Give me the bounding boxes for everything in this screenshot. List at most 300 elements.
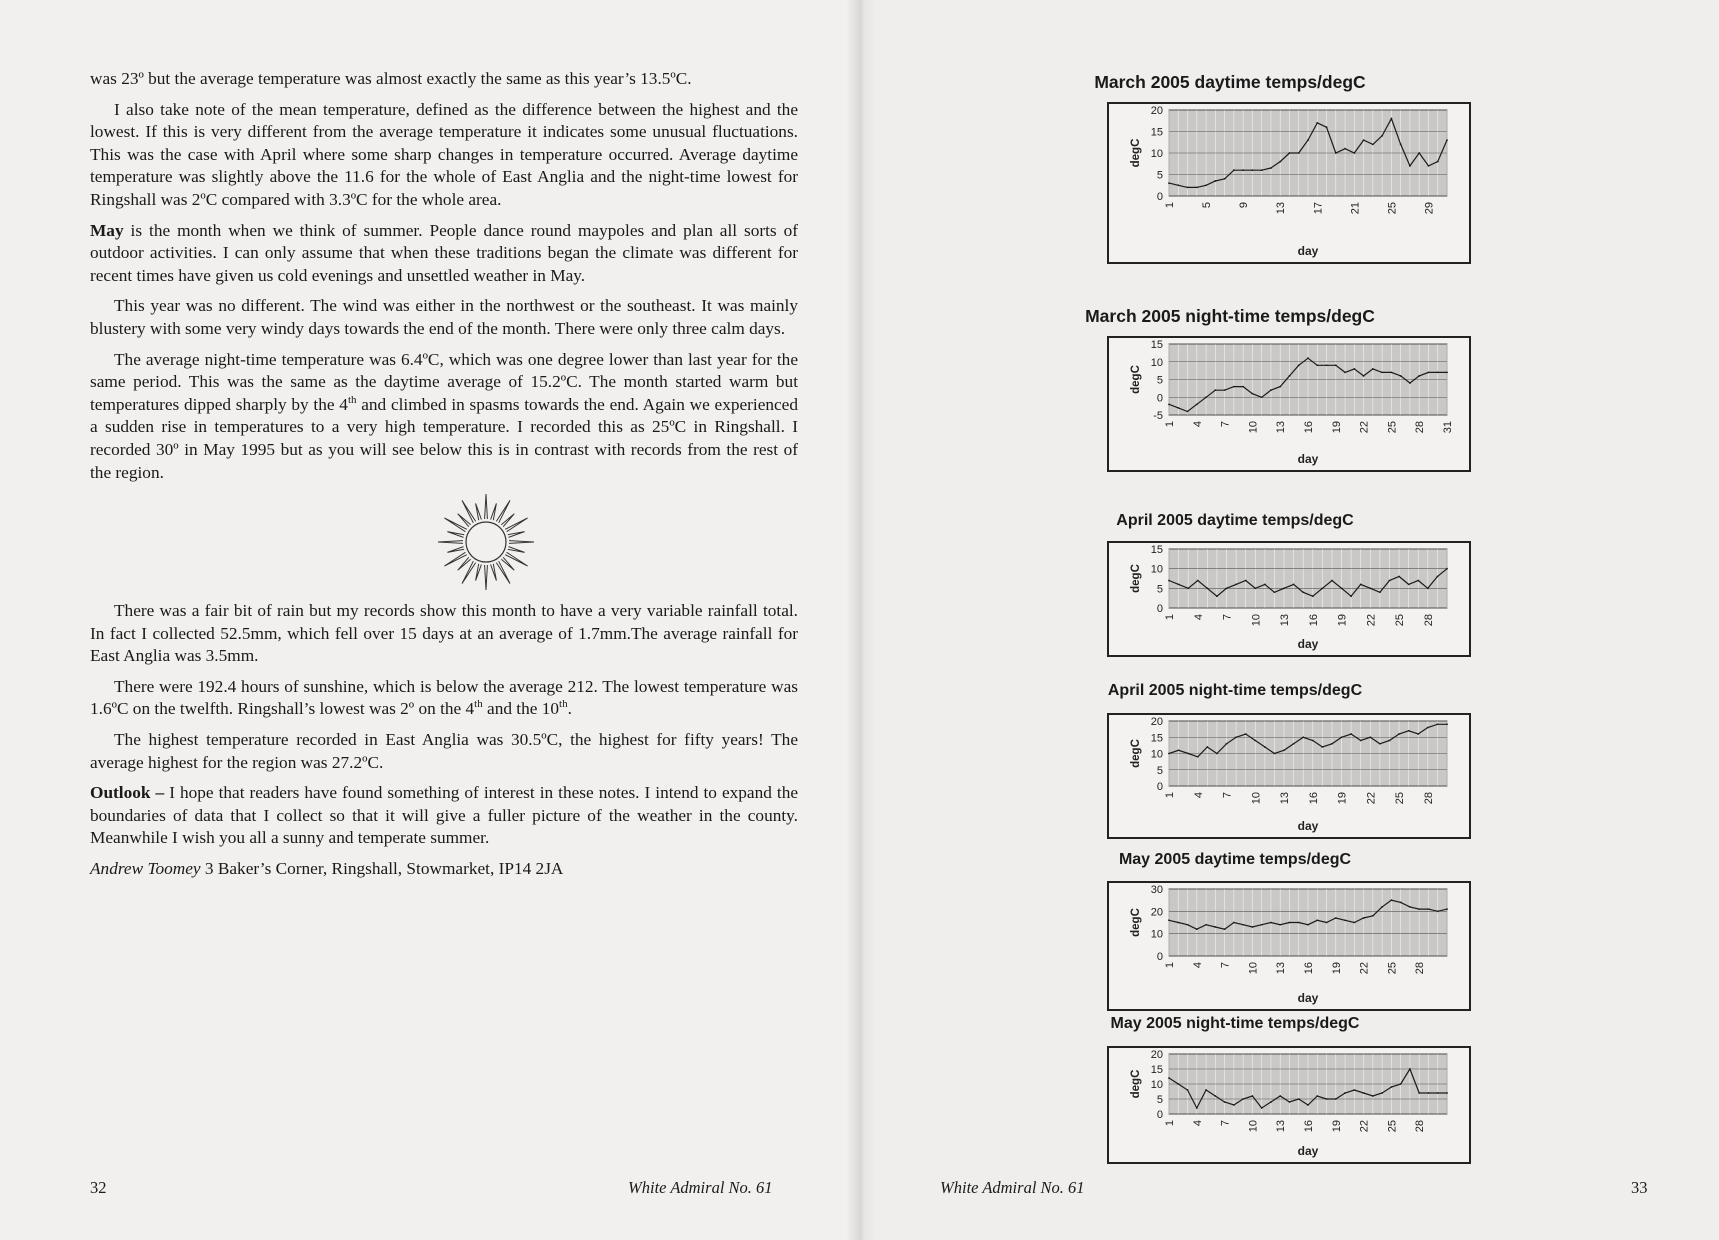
chart-title: May 2005 daytime temps/degC [1118, 851, 1352, 868]
data-point [1331, 743, 1333, 745]
data-point [1344, 148, 1346, 150]
data-point [1196, 928, 1198, 930]
data-point [1446, 372, 1448, 374]
y-tick-label: 15 [1150, 339, 1163, 351]
x-axis-label: day [1297, 452, 1319, 466]
line-chart [1107, 881, 1471, 1011]
y-tick-label: 5 [1156, 169, 1163, 182]
data-point [1196, 1107, 1198, 1109]
x-axis-label: day [1297, 637, 1319, 651]
paragraph [90, 220, 798, 288]
sun-icon [430, 492, 542, 592]
data-point [1428, 165, 1430, 167]
data-point [1312, 740, 1314, 742]
data-point [1205, 184, 1207, 186]
sun-ray [501, 557, 514, 570]
data-point [1233, 169, 1235, 171]
data-point [1335, 1098, 1337, 1100]
y-tick-label: 0 [1156, 781, 1163, 793]
x-tick-label: 31 [1442, 421, 1454, 434]
data-point [1168, 403, 1170, 405]
y-tick-label: 0 [1156, 392, 1163, 405]
data-point [1245, 733, 1247, 735]
data-point [1302, 736, 1304, 738]
y-axis-label: degC [1130, 138, 1142, 168]
y-tick-label: 15 [1150, 126, 1163, 139]
x-tick-label: 4 [1192, 614, 1205, 621]
data-point [1428, 1092, 1430, 1094]
x-tick-label: 28 [1414, 1120, 1427, 1133]
data-point [1316, 1095, 1318, 1097]
data-point [1341, 587, 1343, 589]
data-point [1264, 746, 1266, 748]
x-tick-label: 10 [1250, 614, 1263, 627]
paragraphs-after-figure [90, 600, 798, 850]
y-tick-label: 20 [1150, 716, 1163, 728]
data-point [1196, 403, 1198, 405]
footer-title-left: White Admiral No. 61 [628, 1178, 773, 1197]
data-point [1214, 389, 1216, 391]
data-point [1372, 915, 1374, 917]
ordinal-suffix: th [559, 698, 568, 711]
data-point [1307, 924, 1309, 926]
paragraph-text: is the month when we think of summer. People dance round maypoles and plan all sorts of outdoor activities. I can only assume that when these traditions began the climate was different for recent times have given us cold evenings and unsettled weather in May. [90, 220, 798, 285]
data-point [1261, 169, 1263, 171]
y-axis-label: degC [1130, 1069, 1142, 1099]
page-number-left: 32 [90, 1178, 107, 1197]
data-point [1235, 584, 1237, 586]
data-point [1389, 740, 1391, 742]
x-tick-label: 1 [1164, 1120, 1176, 1127]
y-axis-label: degC [1130, 908, 1142, 937]
data-point [1437, 161, 1439, 163]
data-point [1196, 187, 1198, 189]
data-point [1187, 1089, 1189, 1091]
data-point [1279, 386, 1281, 388]
data-point [1224, 1101, 1226, 1103]
data-point [1289, 1101, 1291, 1103]
data-point [1446, 908, 1448, 910]
y-tick-label: 20 [1150, 105, 1163, 117]
x-tick-label: 7 [1219, 962, 1232, 969]
data-point [1418, 152, 1420, 154]
data-point [1369, 736, 1371, 738]
data-point [1427, 587, 1429, 589]
data-point [1316, 364, 1318, 366]
data-point [1178, 584, 1180, 586]
data-point [1283, 749, 1285, 751]
data-point [1197, 756, 1199, 758]
data-point [1428, 372, 1430, 374]
x-tick-label: 28 [1422, 614, 1435, 627]
y-tick-label: 0 [1156, 951, 1163, 963]
paragraph [90, 676, 798, 721]
data-point [1437, 372, 1439, 374]
data-point [1205, 396, 1207, 398]
data-point [1233, 386, 1235, 388]
data-point [1437, 1092, 1439, 1094]
data-point [1341, 736, 1343, 738]
x-tick-label: 10 [1247, 962, 1260, 975]
data-point [1316, 919, 1318, 921]
ordinal-suffix: th [474, 698, 483, 711]
x-tick-label: 19 [1330, 1120, 1343, 1133]
data-point [1254, 740, 1256, 742]
data-point [1224, 178, 1226, 180]
y-axis-label: degC [1130, 739, 1142, 768]
data-point [1177, 922, 1179, 924]
x-tick-label: 10 [1247, 1120, 1260, 1133]
y-tick-label: -5 [1153, 410, 1163, 422]
x-tick-label: 13 [1279, 792, 1292, 805]
data-point [1350, 595, 1352, 597]
paragraph [90, 295, 798, 340]
data-point [1289, 152, 1291, 154]
paragraph-text: was 23º but the average temperature was almost exactly the same as this year’s 13.5ºC. [90, 69, 692, 88]
y-tick-label: 0 [1156, 191, 1163, 203]
data-point [1353, 152, 1355, 154]
x-tick-label: 1 [1164, 962, 1176, 969]
sun-ray [491, 564, 497, 581]
paragraph-text: There were 192.4 hours of sunshine, which is below the average 212. The lowest temperature was 1.6ºC on the twelfth. Ringshall’s lowest was 2º on the 4 [90, 676, 798, 719]
y-axis-label: degC [1130, 564, 1142, 593]
data-point [1187, 411, 1189, 413]
book-gutter [846, 0, 876, 1240]
data-point [1298, 152, 1300, 154]
data-point [1409, 906, 1411, 908]
data-point [1289, 375, 1291, 377]
data-point [1409, 165, 1411, 167]
paragraph [90, 600, 798, 668]
data-point [1289, 922, 1291, 924]
paragraph [90, 729, 798, 774]
data-point [1326, 1098, 1328, 1100]
y-tick-label: 15 [1150, 732, 1163, 745]
data-point [1427, 727, 1429, 729]
data-point [1409, 382, 1411, 384]
data-point [1335, 917, 1337, 919]
x-tick-label: 21 [1349, 202, 1362, 215]
paragraph-text: and climbed in spasms towards the end. Again we experienced a sudden rise in temperatures to a very high temperature. I recorded this as 25ºC in Ringshall. I recorded 30º in May 1995 but as you will see below this is in contrast with records from the rest of the region. [90, 394, 798, 482]
data-point [1446, 1092, 1448, 1094]
x-tick-label: 28 [1414, 421, 1427, 434]
data-point [1400, 902, 1402, 904]
x-axis-label: day [1297, 244, 1319, 258]
data-point [1417, 580, 1419, 582]
x-tick-label: 10 [1250, 792, 1263, 805]
paragraphs-before-figure [90, 68, 798, 484]
x-tick-label: 4 [1191, 421, 1204, 428]
data-point [1335, 152, 1337, 154]
x-tick-label: 9 [1238, 202, 1251, 209]
data-point [1400, 375, 1402, 377]
data-point [1177, 407, 1179, 409]
data-point [1363, 1092, 1365, 1094]
x-axis-label: day [1297, 991, 1319, 1005]
data-point [1293, 584, 1295, 586]
x-tick-label: 13 [1279, 614, 1292, 627]
x-tick-label: 25 [1386, 421, 1399, 434]
data-point [1321, 587, 1323, 589]
data-point [1270, 167, 1272, 169]
paragraph-text: I also take note of the mean temperature, defined as the difference between the highest and the lowest. If this is very different from the average temperature it indicates some unusual fluctuations. This was the case with April where some sharp changes in temperature occurred. Average daytime temperature was slightly above the 11.6 for the whole of East Anglia and the night-time lowest for Ringshall was 2ºC compared with 3.3ºC for the whole area. [90, 99, 798, 209]
data-point [1312, 595, 1314, 597]
data-point [1214, 180, 1216, 182]
data-point [1270, 1101, 1272, 1103]
x-tick-label: 16 [1303, 962, 1315, 975]
x-tick-label: 4 [1192, 792, 1205, 799]
data-point [1350, 733, 1352, 735]
data-point [1168, 919, 1170, 921]
data-point [1168, 580, 1170, 582]
x-tick-label: 13 [1275, 962, 1288, 975]
data-point [1363, 139, 1365, 141]
article-text [90, 68, 798, 889]
data-point [1270, 922, 1272, 924]
y-tick-label: 15 [1150, 1064, 1163, 1076]
data-point [1177, 184, 1179, 186]
data-point [1279, 924, 1281, 926]
y-tick-label: 10 [1150, 148, 1163, 160]
data-point [1245, 580, 1247, 582]
data-point [1216, 595, 1218, 597]
data-point [1187, 587, 1189, 589]
sun-ray [458, 557, 471, 570]
data-point [1418, 375, 1420, 377]
sun-ray [509, 541, 534, 544]
paragraph-text: I hope that readers have found something of interest in these notes. I intend to expand the boundaries of data that I collect so that it will give a fuller picture of the weather in the county. Meanwhile I wish you all a sunny and temperate summer. [90, 783, 798, 848]
x-tick-label: 19 [1336, 792, 1349, 805]
line-chart [1107, 1046, 1471, 1164]
author-name: Andrew Toomey [90, 859, 201, 879]
data-point [1261, 924, 1263, 926]
y-tick-label: 5 [1156, 374, 1163, 387]
data-point [1293, 743, 1295, 745]
data-point [1398, 733, 1400, 735]
data-point [1379, 591, 1381, 593]
data-point [1316, 122, 1318, 124]
paragraph-text: The average night-time temperature was 6.4ºC, which was one degree lower than last year for the same period. This was the same as the daytime average of 15.2ºC. The month started warm but temperatures dipped sharply by the 4 [90, 349, 798, 414]
x-tick-label: 25 [1394, 792, 1407, 805]
sun-ray [491, 503, 497, 520]
data-point [1369, 587, 1371, 589]
data-point [1360, 584, 1362, 586]
data-point [1283, 587, 1285, 589]
y-axis-label: degC [1130, 365, 1142, 394]
data-point [1224, 389, 1226, 391]
data-point [1177, 1083, 1179, 1085]
paragraph-text: and the 10 [482, 699, 560, 719]
y-tick-label: 5 [1156, 1094, 1163, 1106]
data-point [1344, 372, 1346, 374]
y-tick-label: 10 [1150, 356, 1163, 369]
chart-title: March 2005 daytime temps/degC [1094, 72, 1366, 92]
data-point [1307, 1104, 1309, 1106]
sun-ray [447, 532, 464, 538]
plot-area [1169, 549, 1447, 608]
data-point [1206, 746, 1208, 748]
data-point [1205, 1089, 1207, 1091]
sun-ray [476, 564, 482, 581]
x-tick-label: 5 [1201, 202, 1214, 209]
data-point [1264, 584, 1266, 586]
data-point [1279, 1095, 1281, 1097]
data-point [1242, 386, 1244, 388]
sun-ray [476, 503, 482, 520]
data-point [1331, 580, 1333, 582]
data-point [1274, 753, 1276, 755]
data-point [1418, 908, 1420, 910]
data-point [1252, 926, 1254, 928]
x-tick-label: 7 [1221, 614, 1234, 621]
data-point [1379, 743, 1381, 745]
data-point [1408, 730, 1410, 732]
data-point [1233, 922, 1235, 924]
sun-ray [447, 547, 464, 553]
sun-ray [485, 565, 488, 590]
x-tick-label: 29 [1423, 202, 1436, 215]
data-point [1372, 368, 1374, 370]
data-point [1298, 364, 1300, 366]
x-tick-label: 19 [1336, 614, 1349, 627]
data-point [1242, 169, 1244, 171]
data-point [1381, 1092, 1383, 1094]
x-tick-label: 7 [1219, 421, 1232, 428]
paragraph-lead: May [90, 220, 124, 240]
y-tick-label: 5 [1156, 764, 1163, 777]
y-tick-label: 10 [1150, 928, 1163, 941]
x-tick-label: 1 [1164, 614, 1176, 621]
data-point [1326, 922, 1328, 924]
data-point [1279, 161, 1281, 163]
x-tick-label: 22 [1358, 421, 1371, 434]
sun-ray [438, 541, 463, 544]
data-point [1408, 584, 1410, 586]
sun-ray [508, 547, 525, 553]
data-point [1446, 139, 1448, 141]
data-point [1391, 118, 1393, 120]
y-tick-label: 5 [1156, 583, 1163, 596]
paragraph [90, 349, 798, 485]
data-point [1437, 576, 1439, 578]
x-tick-label: 1 [1164, 421, 1176, 428]
data-point [1224, 928, 1226, 930]
chart-title: May 2005 night-time temps/degC [1110, 1015, 1360, 1032]
x-tick-label: 13 [1275, 1120, 1288, 1133]
data-point [1214, 926, 1216, 928]
x-tick-label: 7 [1221, 792, 1234, 799]
x-tick-label: 16 [1307, 792, 1320, 805]
chart-title: April 2005 night-time temps/degC [1107, 682, 1363, 699]
data-point [1409, 1068, 1411, 1070]
data-point [1226, 587, 1228, 589]
data-point [1372, 144, 1374, 146]
x-tick-label: 28 [1414, 962, 1427, 975]
x-axis-label: day [1297, 1144, 1319, 1158]
line-chart [1107, 336, 1471, 472]
data-point [1252, 169, 1254, 171]
paragraph-text: The highest temperature recorded in East Anglia was 30.5ºC, the highest for fifty years! The average highest for the region was 27.2ºC. [90, 730, 798, 772]
data-point [1344, 919, 1346, 921]
x-tick-label: 22 [1358, 962, 1371, 975]
data-point [1372, 1095, 1374, 1097]
data-point [1168, 1077, 1170, 1079]
data-point [1344, 1092, 1346, 1094]
x-tick-label: 16 [1307, 614, 1320, 627]
paragraph-text: This year was no different. The wind was either in the northwest or the southeast. It was mainly blustery with some very windy days towards the end of the month. There were only three calm days. [90, 296, 798, 338]
sun-ray [485, 494, 488, 519]
x-tick-label: 1 [1164, 792, 1176, 799]
data-point [1437, 723, 1439, 725]
x-axis-label: day [1297, 819, 1319, 833]
y-tick-label: 10 [1150, 1079, 1163, 1091]
data-point [1437, 910, 1439, 912]
signature [90, 858, 798, 881]
footer-title-right: White Admiral No. 61 [940, 1178, 1085, 1197]
x-tick-label: 10 [1247, 421, 1260, 434]
line-chart [1107, 541, 1471, 657]
x-tick-label: 1 [1164, 202, 1176, 209]
x-tick-label: 25 [1386, 962, 1399, 975]
data-point [1242, 1098, 1244, 1100]
data-point [1389, 580, 1391, 582]
data-point [1298, 1098, 1300, 1100]
data-point [1417, 733, 1419, 735]
line-chart [1107, 713, 1471, 839]
x-tick-label: 22 [1365, 792, 1378, 805]
data-point [1214, 1095, 1216, 1097]
data-point [1446, 568, 1448, 570]
data-point [1321, 746, 1323, 748]
data-point [1261, 396, 1263, 398]
data-point [1381, 372, 1383, 374]
y-tick-label: 20 [1150, 906, 1163, 919]
data-point [1261, 1107, 1263, 1109]
data-point [1307, 139, 1309, 141]
data-point [1418, 1092, 1420, 1094]
data-point [1252, 1095, 1254, 1097]
data-point [1178, 749, 1180, 751]
data-point [1307, 357, 1309, 359]
sun-ray [501, 514, 514, 527]
x-tick-label: 19 [1330, 421, 1343, 434]
data-point [1446, 723, 1448, 725]
author-address: 3 Baker’s Corner, Ringshall, Stowmarket, IP14 2JA [200, 859, 564, 879]
data-point [1391, 1086, 1393, 1088]
x-tick-label: 4 [1191, 1120, 1204, 1127]
y-tick-label: 10 [1150, 563, 1163, 576]
x-tick-label: 25 [1394, 614, 1407, 627]
data-point [1270, 389, 1272, 391]
y-tick-label: 30 [1150, 884, 1163, 896]
data-point [1168, 182, 1170, 184]
data-point [1187, 187, 1189, 189]
data-point [1298, 922, 1300, 924]
chart-title: April 2005 daytime temps/degC [1116, 512, 1354, 529]
data-point [1381, 906, 1383, 908]
x-tick-label: 25 [1386, 202, 1399, 215]
data-point [1252, 393, 1254, 395]
data-point [1197, 580, 1199, 582]
line-chart [1107, 102, 1471, 264]
x-tick-label: 22 [1358, 1120, 1371, 1133]
data-point [1187, 753, 1189, 755]
x-tick-label: 25 [1386, 1120, 1399, 1133]
x-tick-label: 7 [1219, 1120, 1232, 1127]
sun-illustration [90, 492, 798, 592]
paragraph [90, 68, 798, 91]
x-tick-label: 28 [1422, 792, 1435, 805]
